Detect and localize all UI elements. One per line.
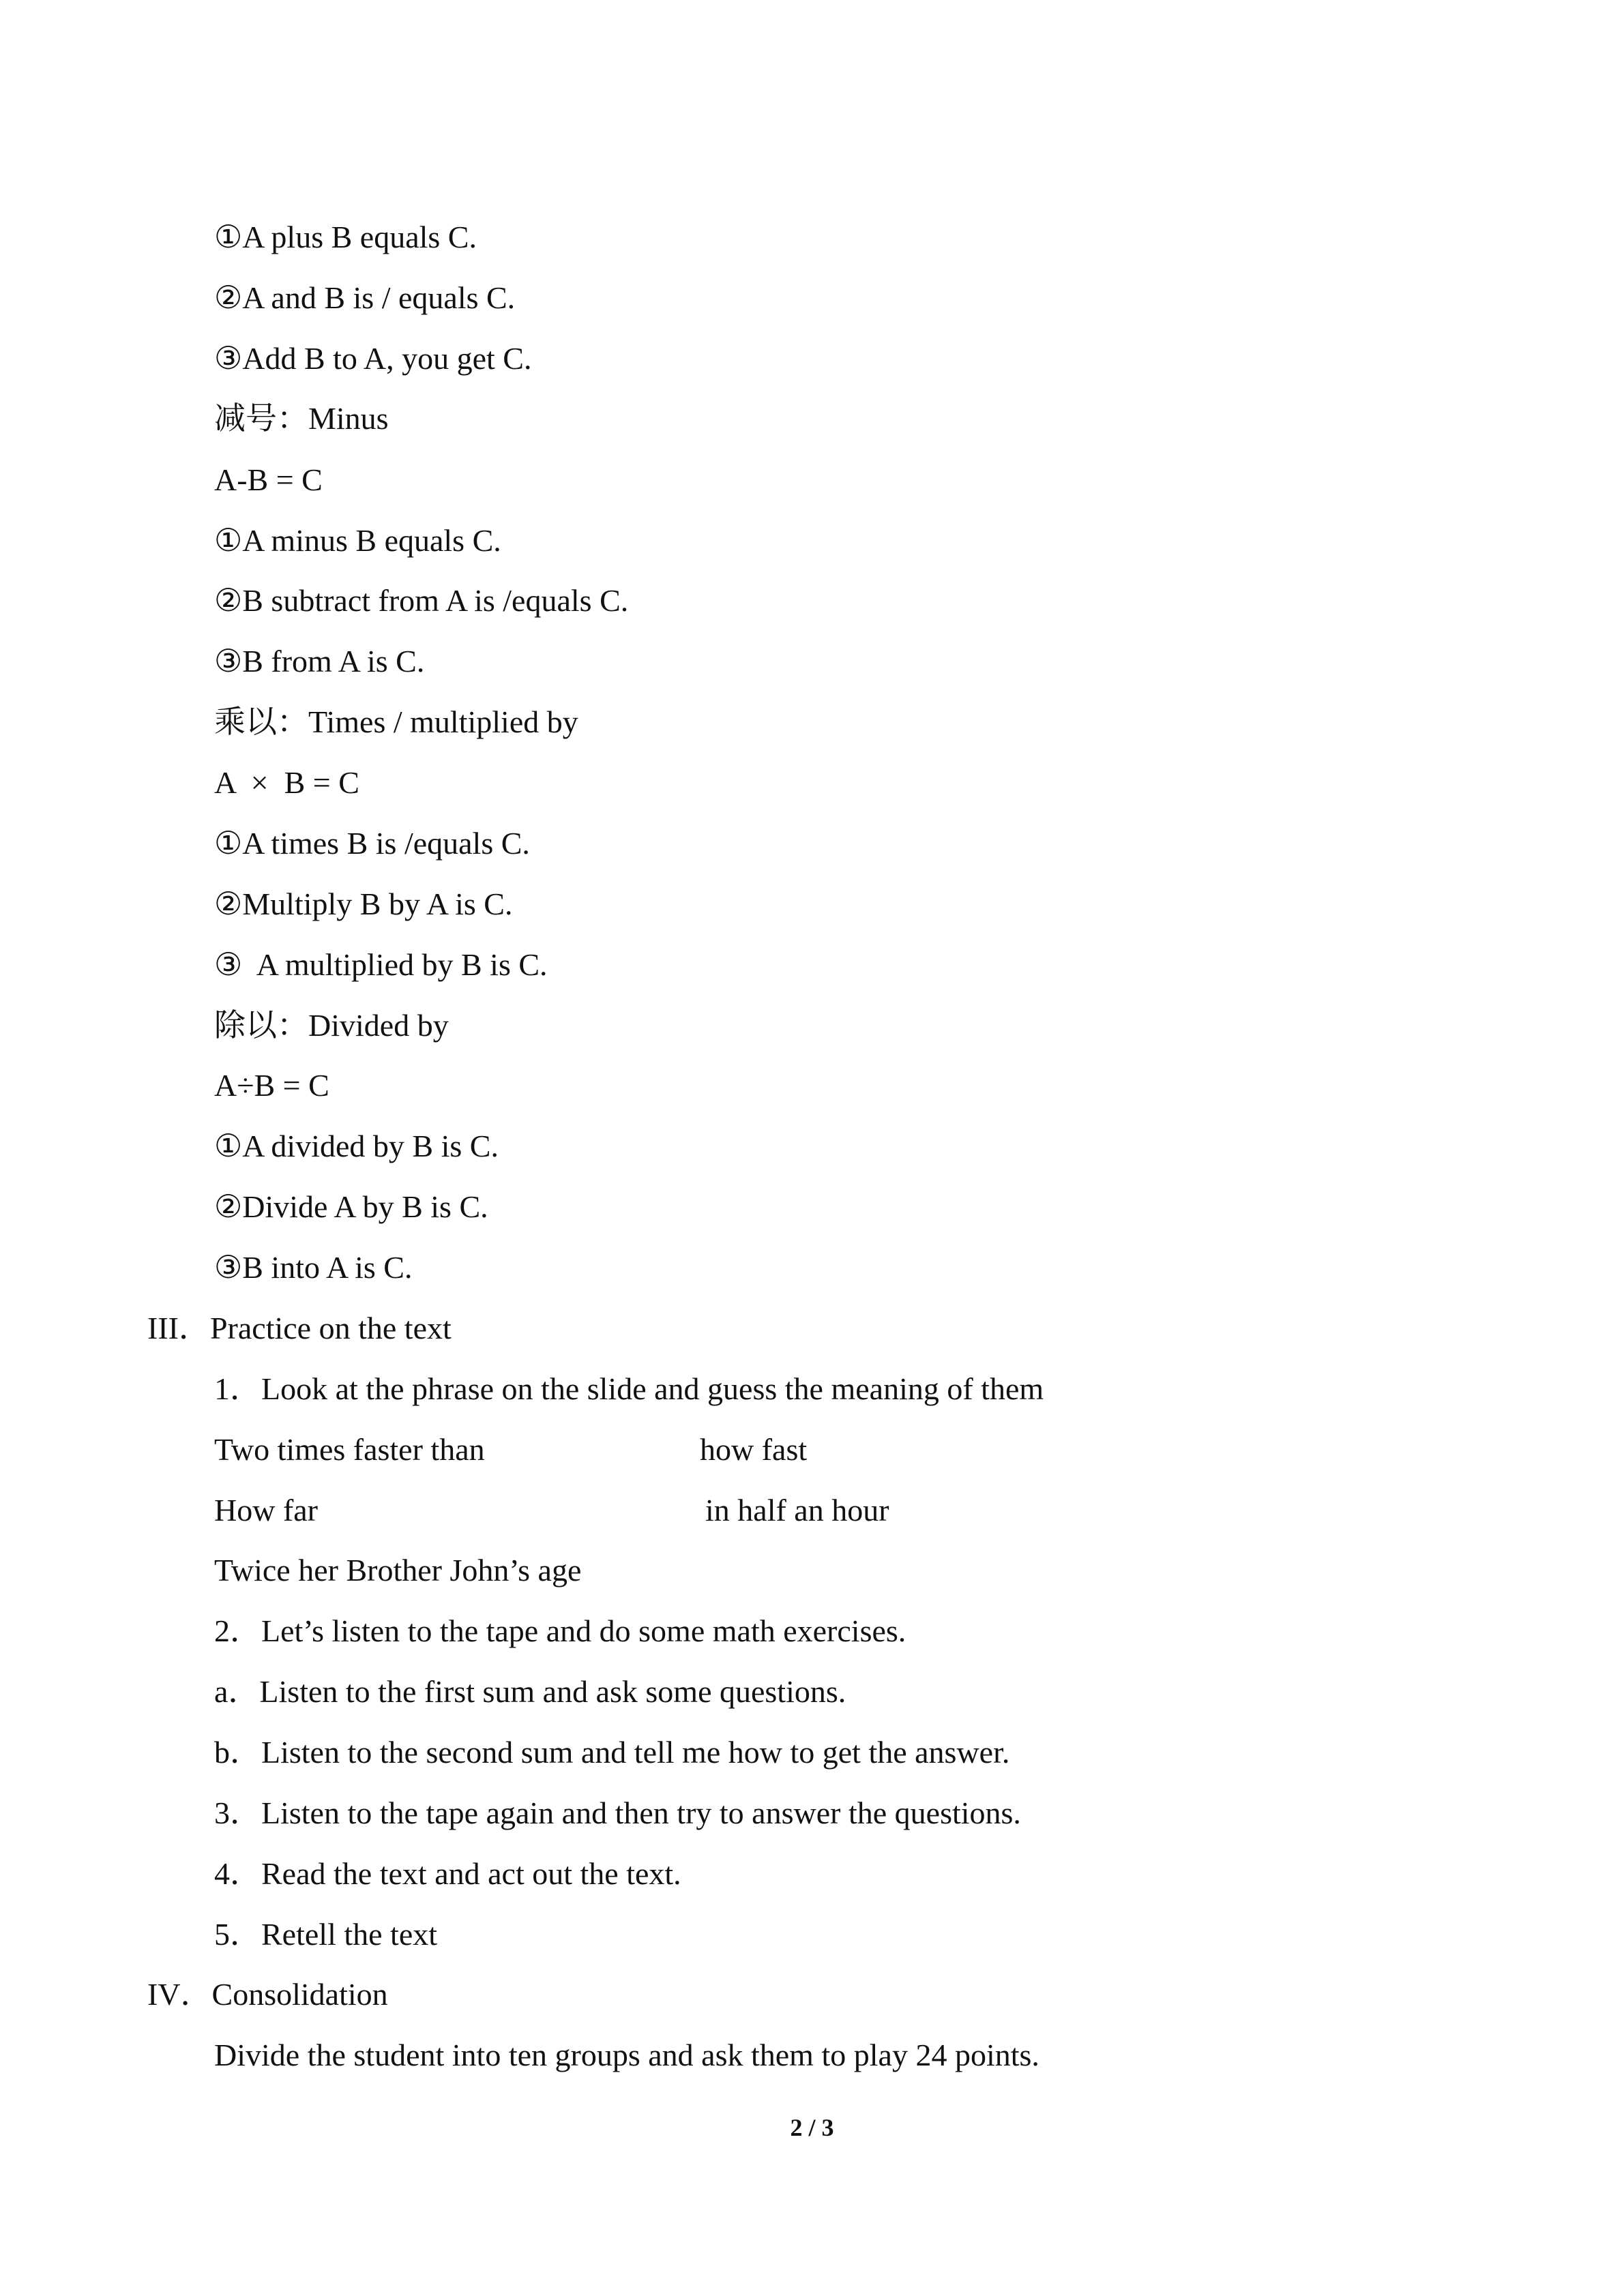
divided-heading: 除以：Divided by (214, 1008, 449, 1043)
practice-step-1: 1．Look at the phrase on the slide and guess the meaning of them (214, 1371, 1044, 1406)
divided-expression-2: ②Divide A by B is C. (214, 1189, 488, 1224)
minus-expression-2: ②B subtract from A is /equals C. (214, 583, 629, 618)
minus-heading: 减号：Minus (214, 401, 389, 436)
page-number: 2 / 3 (790, 2114, 834, 2141)
consolidation-text: Divide the student into ten groups and ask them to play 24 points. (214, 2038, 1039, 2072)
phrase-half-an-hour: in half an hour (705, 1493, 889, 1527)
practice-step-2: 2．Let’s listen to the tape and do some math exercises. (214, 1613, 906, 1648)
divided-expression-3: ③B into A is C. (214, 1250, 413, 1285)
phrase-how-fast: how fast (700, 1432, 808, 1467)
minus-expression-3: ③B from A is C. (214, 644, 425, 679)
times-heading: 乘以：Times / multiplied by (214, 704, 578, 739)
divided-formula: A÷B = C (214, 1068, 329, 1103)
phrase-two-times-faster: Two times faster than (214, 1432, 485, 1467)
section-4-heading: IV．Consolidation (147, 1977, 388, 2012)
practice-step-5: 5．Retell the text (214, 1917, 438, 1952)
times-expression-3: ③ A multiplied by B is C. (214, 947, 548, 982)
practice-step-2a: a．Listen to the first sum and ask some questions. (214, 1674, 846, 1709)
addition-expression-2: ②A and B is / equals C. (214, 280, 516, 315)
times-expression-1: ①A times B is /equals C. (214, 826, 530, 861)
practice-step-3: 3．Listen to the tape again and then try to answer the questions. (214, 1795, 1021, 1830)
phrase-how-far: How far (214, 1493, 318, 1527)
addition-expression-3: ③Add B to A, you get C. (214, 341, 532, 376)
minus-expression-1: ①A minus B equals C. (214, 523, 501, 558)
practice-step-2b: b．Listen to the second sum and tell me how to get the answer. (214, 1735, 1010, 1770)
times-expression-2: ②Multiply B by A is C. (214, 886, 513, 921)
section-3-heading: III．Practice on the text (147, 1311, 452, 1345)
addition-expression-1: ①A plus B equals C. (214, 220, 477, 254)
minus-formula: A-B = C (214, 462, 323, 497)
phrase-twice-age: Twice her Brother John’s age (214, 1553, 582, 1587)
times-formula: A × B = C (214, 765, 359, 800)
practice-step-4: 4．Read the text and act out the text. (214, 1856, 681, 1891)
divided-expression-1: ①A divided by B is C. (214, 1129, 499, 1163)
